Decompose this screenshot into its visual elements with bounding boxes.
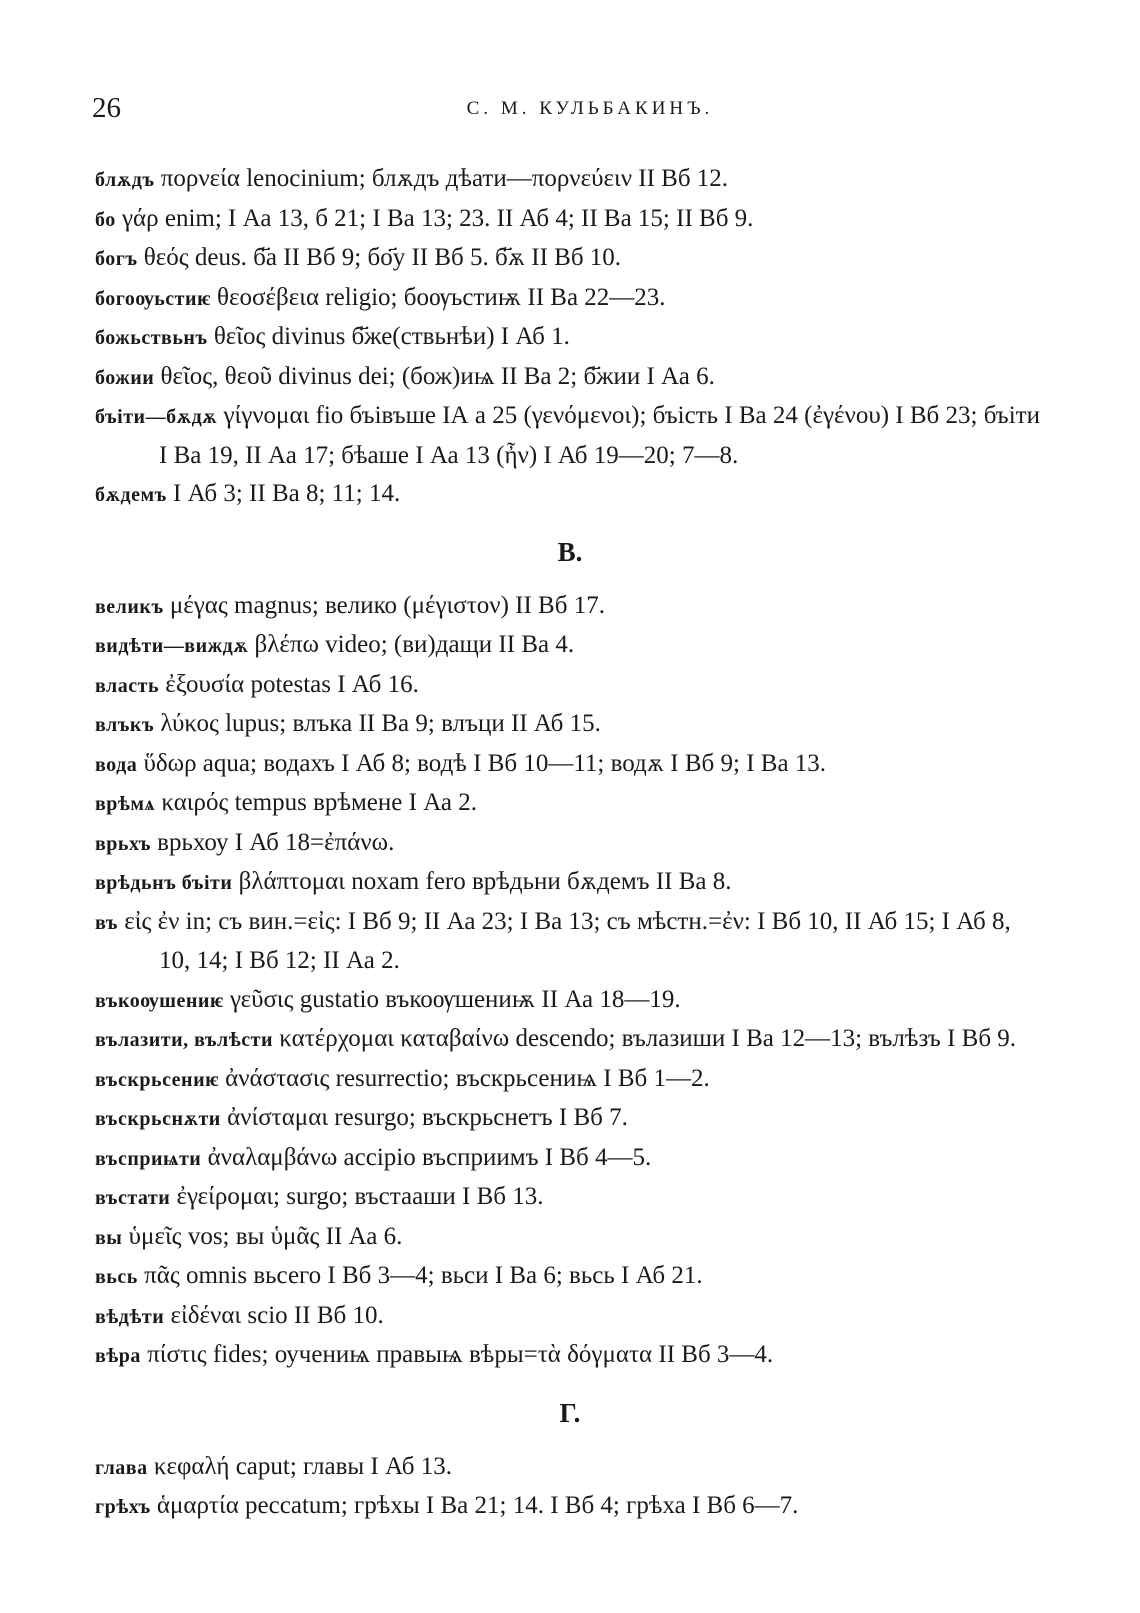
entry-definition: πορνεία lenocinium; блѫдъ дѣати—πορνεύειν II Вб 12.	[154, 165, 729, 192]
entry-definition: βλάπτομαι noxam fero врѣдьни бѫдемъ II Ва 8.	[232, 868, 732, 895]
entry-headword: бъіти—бѫдѫ	[95, 406, 218, 428]
dictionary-entry	[95, 1060, 1045, 1100]
page-number: 26	[92, 92, 121, 124]
entry-definition: κατέρχομαι καταβαίνω descendo; вълазиши I Ва 12—13; вълѣзъ I Вб 9.	[273, 1025, 1017, 1052]
dictionary-entry	[95, 705, 1045, 745]
dictionary-entry	[95, 318, 1045, 358]
entry-headword: въсприѩти	[95, 1147, 202, 1170]
entry-headword: вълазити, вълѣсти	[95, 1029, 274, 1051]
dictionary-entry	[95, 981, 1045, 1021]
entry-definition: κεφαλή caput; главы I Аб 13.	[147, 1452, 453, 1480]
entry-headword: въскрьсениѥ	[95, 1068, 219, 1091]
entry-definition: ἀνίσταμαι resurgo; въскрьснетъ I Вб 7.	[220, 1104, 628, 1131]
entry-headword: въстати	[95, 1187, 171, 1209]
dictionary-entry	[95, 824, 1045, 864]
entry-definition: θεῖος, θεοῦ divinus dei; (бож)иѩ II Ва 2; б҃жии I Аа 6.	[154, 362, 715, 390]
dictionary-entry	[95, 1099, 1045, 1139]
entry-definition: λύκος lupus; влъка II Ва 9; влъци II Аб 15.	[154, 710, 601, 737]
dictionary-entry	[95, 397, 1045, 475]
entry-headword: въкоѹшениѥ	[95, 989, 224, 1012]
section-heading: Г.	[559, 1397, 581, 1428]
dictionary-entry	[95, 903, 1045, 981]
entry-headword: врьхъ	[95, 832, 151, 855]
dictionary-entry	[95, 1448, 1045, 1488]
dictionary-entry	[95, 1336, 1045, 1376]
entry-definition: θεῖος divinus б҃же(ствьнѣи) I Аб 1.	[207, 323, 570, 350]
entry-definition: θεός deus. б҃а II Вб 9; бо҃у II Вб 5. б҃ѫ II Вб 10.	[137, 244, 622, 271]
dictionary-entry	[95, 745, 1045, 785]
entry-headword: великъ	[95, 595, 164, 618]
dictionary-entry	[95, 1257, 1045, 1297]
entry-definition: ἀναλαμβάνω accipio въсприимъ I Вб 4—5.	[201, 1143, 652, 1171]
entry-definition: ἁμαρτία peccatum; грѣхы I Ва 21; 14. I Вб 4; грѣха I Вб 6—7.	[150, 1492, 799, 1519]
dictionary-entry	[95, 784, 1045, 824]
entry-headword: влъкъ	[95, 714, 155, 736]
dictionary-entry	[95, 863, 1045, 903]
dictionary-entry	[95, 279, 1045, 319]
entry-headword: врѣмѧ	[95, 793, 156, 815]
entry-headword: бѫдемъ	[95, 484, 167, 506]
entry-definition: καιρός tempus врѣмене I Аа 2.	[155, 789, 478, 816]
dictionary-entry	[95, 666, 1045, 706]
dictionary-entry	[95, 1139, 1045, 1179]
dictionary-entry	[95, 1178, 1045, 1218]
entry-headword: богъ	[95, 248, 138, 270]
entry-definition: εἰς ἐν in; съ вин.=εἰς: I Вб 9; II Аа 23; I Ва 13; съ мѣстн.=ἐν: I Вб 10, II Аб 15; I Аб 8, 10, 14; I Вб 12; II Аа 2.	[117, 907, 1011, 974]
entry-headword: вѣдѣти	[95, 1305, 165, 1328]
entry-headword: вода	[95, 753, 138, 776]
dictionary-entry	[95, 475, 1045, 515]
entry-definition: ὕδωρ aqua; водахъ I Аб 8; водѣ I Вб 10—11; водѫ I Вб 9; I Ва 13.	[137, 749, 827, 777]
entry-headword: богоѹьстиѥ	[95, 287, 211, 310]
entry-headword: бо	[95, 208, 116, 231]
entry-headword: вы	[95, 1226, 123, 1249]
entry-definition: εἰδέναι scio II Вб 10.	[164, 1301, 384, 1329]
page-header	[92, 92, 1048, 132]
entry-definition: θεοσέβεια religio; боѹьстиѭ II Ва 22—23.	[210, 283, 666, 311]
entry-definition: I Аб 3; II Ва 8; 11; 14.	[166, 480, 401, 507]
entry-headword: въ	[95, 911, 118, 934]
entry-definition: βλέπω video; (ви)дащи II Ва 4.	[248, 631, 575, 658]
dictionary-body	[95, 160, 1045, 1527]
running-head: С. М. КУЛЬБАКИНЪ.	[466, 98, 714, 119]
dictionary-entry	[95, 1487, 1045, 1527]
dictionary-entry	[95, 200, 1045, 240]
entry-headword: божьствьнъ	[95, 327, 208, 349]
entry-headword: видѣти—виждѫ	[95, 635, 249, 657]
dictionary-entry	[95, 160, 1045, 200]
entry-definition: μέγας magnus; велико (μέγιστον) II Вб 17.	[163, 591, 605, 619]
dictionary-entry	[95, 358, 1045, 398]
entry-definition: γίγνομαι fio бъівъше IА а 25 (γενόμενοι); бъість I Ва 24 (ἐγένου) I Вб 23; бъіти I Ва 19, II Аа 17; бѣаше I Аа 13 (ἦν) I Аб 19—20; 7—8.	[159, 402, 1040, 469]
entry-definition: γεῦσις gustatio въкоѹшениѭ II Аа 18—19.	[223, 985, 681, 1013]
entry-headword: блѫдъ	[95, 169, 155, 191]
dictionary-entry	[95, 1218, 1045, 1258]
entry-definition: ἀνάστασις resurrectio; въскрьсениѩ I Вб 1—2.	[218, 1064, 710, 1092]
entry-headword: грѣхъ	[95, 1496, 151, 1518]
entry-headword: божии	[95, 366, 155, 389]
entry-headword: въскрьснѫти	[95, 1108, 221, 1130]
dictionary-entry	[95, 1297, 1045, 1337]
dictionary-entry	[95, 1020, 1045, 1060]
entry-headword: вьсь	[95, 1266, 138, 1288]
dictionary-entry	[95, 626, 1045, 666]
entry-definition: врьхоу I Аб 18=ἐπάνω.	[150, 828, 395, 856]
entry-definition: ἐγείρομαι; surgo; въстааши I Вб 13.	[170, 1183, 544, 1210]
entry-definition: πίστις fides; оучениѩ правыѩ вѣры=τὰ δόγματα II Вб 3—4.	[140, 1341, 774, 1368]
dictionary-entry	[95, 587, 1045, 627]
entry-headword: врѣдьнъ бъіти	[95, 872, 233, 894]
entry-definition: ἐξουσία potestas I Аб 16.	[159, 670, 419, 698]
section-heading: В.	[557, 536, 583, 567]
entry-definition: πᾶς omnis вьсего I Вб 3—4; вьси I Ва 6; вьсь I Аб 21.	[137, 1262, 703, 1289]
entry-headword: вѣра	[95, 1345, 141, 1367]
dictionary-entry	[95, 239, 1045, 279]
entry-headword: власть	[95, 674, 160, 697]
entry-definition: γάρ enim; I Аа 13, б 21; I Ва 13; 23. II Аб 4; II Ва 15; II Вб 9.	[115, 204, 754, 232]
entry-headword: глава	[95, 1456, 148, 1479]
entry-definition: ὑμεῖς vos; вы ὑμᾶς II Аа 6.	[122, 1222, 403, 1250]
